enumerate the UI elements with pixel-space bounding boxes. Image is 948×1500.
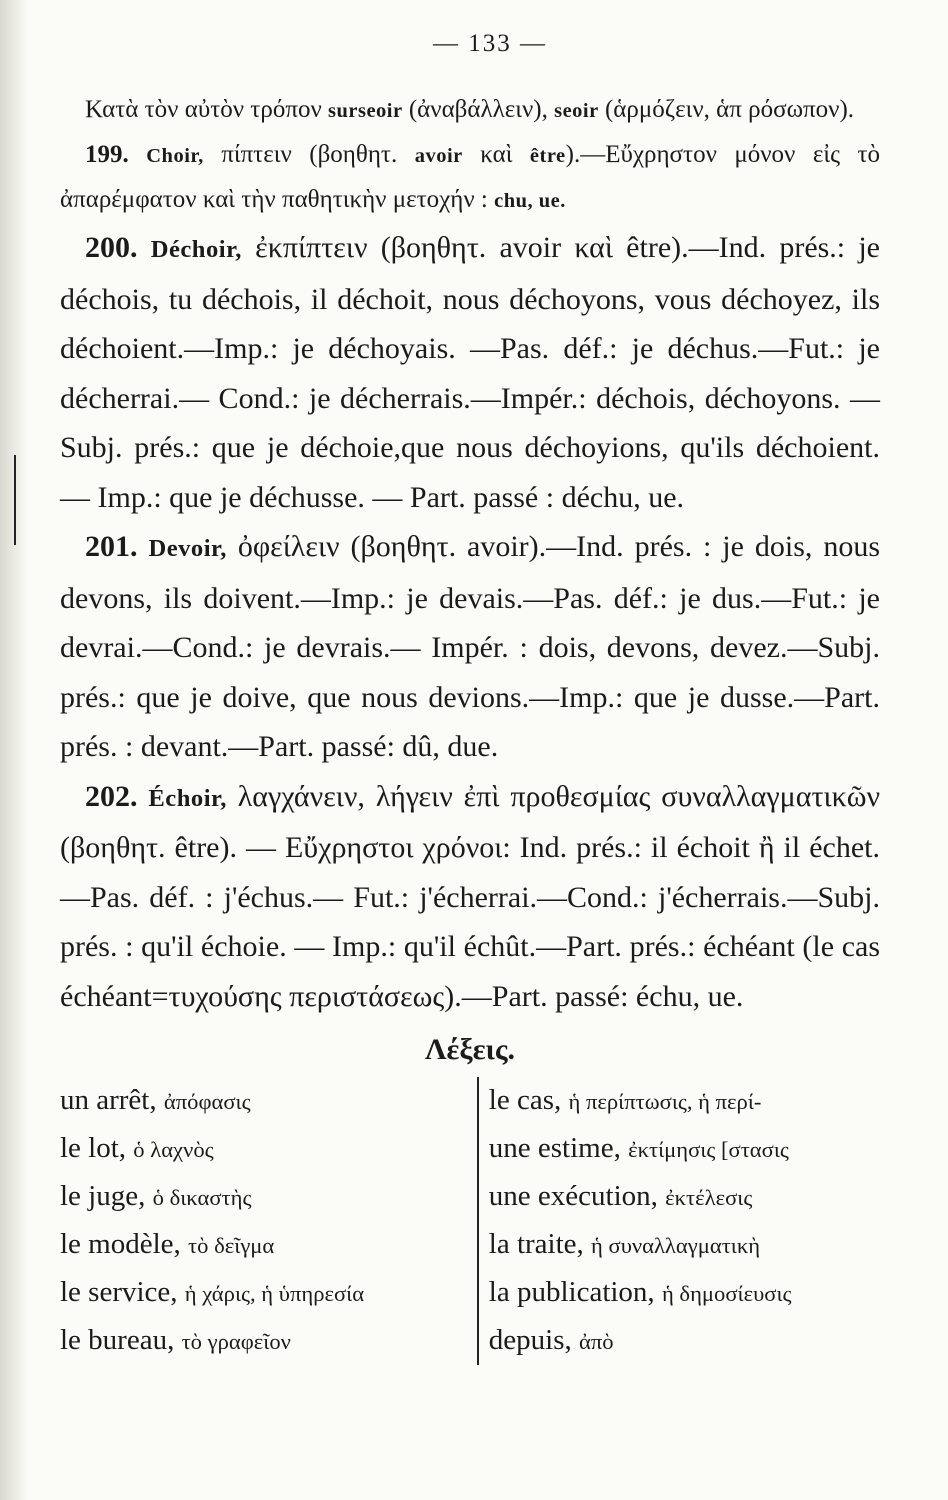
vocab-table (60, 1077, 880, 1365)
vocab-row (489, 1125, 880, 1173)
page-gutter-shadow (0, 0, 28, 1500)
vocab-row (60, 1221, 471, 1269)
vocab-french: le modèle, (60, 1228, 189, 1260)
vocab-french: une exécution, (488, 1180, 666, 1212)
vocab-row (489, 1317, 880, 1365)
vocab-row (60, 1269, 471, 1317)
entry-text-2: καὶ (462, 141, 530, 168)
vocab-greek: ὁ δικαστὴς (152, 1185, 252, 1210)
entry-text-1: πίπτειν (βοηθητ. (203, 141, 415, 168)
entry-200 (60, 223, 880, 522)
intro-verb-seoir: seoir (554, 100, 599, 122)
intro-text-2: (ἀναβάλλειν), (402, 96, 555, 123)
vocab-french: une estime, (488, 1132, 629, 1164)
vocab-french: le lot, (60, 1132, 134, 1164)
vocab-greek: ἡ χάρις, ἡ ὑπηρεσία (184, 1281, 365, 1306)
entry-text-3: ).—Εὔχρηστον μόνον εἰς τὸ ἀπαρέμφατον καὶ τὴν παθητικὴν μετοχήν : (60, 141, 880, 213)
vocab-greek: ἡ δημοσίευσις (661, 1281, 792, 1306)
entry-headword: Échoir, (148, 784, 227, 812)
intro-text-1: Κατὰ τὸν αὐτὸν τρόπον (85, 96, 328, 123)
vocab-greek: ἐκτέλεσις (665, 1185, 753, 1210)
margin-mark (14, 455, 16, 545)
entry-forms: chu, ue. (494, 190, 566, 212)
entry-headword: Choir, (146, 145, 204, 167)
vocab-french: le cas, (488, 1084, 569, 1116)
book-page (60, 30, 880, 1365)
vocab-greek: ἡ περίπτωσις, ἡ περί- (568, 1089, 762, 1114)
vocab-greek: ὁ λαχνὸς (133, 1137, 214, 1162)
entry-aux-etre: être (529, 145, 566, 167)
vocab-row (60, 1125, 471, 1173)
vocab-row (60, 1317, 471, 1365)
vocab-row (489, 1077, 880, 1125)
entry-number: 201. (85, 530, 138, 563)
vocab-greek: ἡ συναλλαγματικὴ (591, 1233, 761, 1258)
vocab-greek: ἐκτίμησις [στασις (628, 1137, 789, 1162)
entry-text: λαγχάνειν, λήγειν ἐπὶ προθεσμίας συναλλαγματικῶν (βοηθητ. être). — Εὔχρηστοι χρόνοι: Ind. prés.: il échoit ἢ il échet.—Pas. déf. : j'échus.— Fut.: j'écherrai.—Cond.: j'écherrais.—Subj. prés. : qu'il échoie. — Imp.: qu'il échût.—Part. prés.: échéant (le cas échéant=τυχούσης περιστάσεως).—Part. passé: échu, ue. (60, 779, 881, 1013)
intro-paragraph (60, 88, 880, 133)
entry-number: 202. (85, 779, 138, 813)
entry-text: ἐκπίπτειν (βοηθητ. avoir καὶ être).—Ind. prés.: je déchois, tu déchois, il déchoit, nous déchoyons, vous déchoyez, ils déchoient.—Imp.: je déchoyais. —Pas. déf.: je déchus.—Fut.: je décherrai.— Cond.: je décherrais.—Impér.: déchois, déchoyons. — Subj. prés.: que je déchoie,que nous déchoyions, qu'ils déchoient. — Imp.: que je déchusse. — Part. passé : déchu, ue. (60, 231, 880, 514)
entry-number: 200. (85, 231, 138, 264)
intro-verb-surseoir: surseoir (328, 100, 403, 122)
vocab-french: le service, (60, 1276, 185, 1308)
vocab-row (489, 1269, 880, 1317)
entry-number: 199. (85, 141, 129, 168)
vocab-greek: ἀπόφασις (163, 1089, 251, 1114)
vocab-french: le bureau, (60, 1324, 182, 1356)
vocab-greek: τὸ δεῖγμα (188, 1233, 275, 1258)
vocab-french: un arrêt, (60, 1084, 164, 1116)
entry-199 (60, 133, 880, 223)
vocab-french: la traite, (488, 1228, 592, 1260)
entry-aux-avoir: avoir (414, 145, 463, 167)
vocab-greek: ἀπὸ (579, 1329, 614, 1354)
entry-headword: Devoir, (148, 535, 227, 562)
vocab-french: depuis, (488, 1324, 579, 1356)
entry-202 (60, 772, 880, 1022)
vocab-row (60, 1077, 471, 1125)
intro-text-3: (ἁρμόζειν, ἁπ ρόσωπον). (598, 96, 855, 123)
entry-headword: Déchoir, (150, 236, 242, 263)
entry-text: ὀφείλειν (βοηθητ. avoir).—Ind. prés. : je dois, nous devons, ils doivent.—Imp.: je devais.—Pas. déf.: je dus.—Fut.: je devrai.—Cond.: je devrais.— Impér. : dois, devons, devez.—Subj. prés.: que je doive, que nous devions.—Imp.: que je dusse.—Part. prés. : devant.—Part. passé: dû, due. (60, 530, 881, 763)
vocab-french: le juge, (60, 1180, 153, 1212)
vocab-greek: τὸ γραφεῖον (181, 1329, 291, 1354)
vocab-row (489, 1173, 880, 1221)
vocab-row (489, 1221, 880, 1269)
vocab-heading: Λέξεις. (425, 1033, 515, 1066)
vocab-row (60, 1173, 471, 1221)
vocab-column-left (60, 1077, 477, 1365)
vocab-column-right (477, 1077, 880, 1365)
entry-201 (60, 522, 880, 772)
page-number: — 133 — (433, 30, 547, 57)
vocab-french: la publication, (488, 1276, 662, 1308)
